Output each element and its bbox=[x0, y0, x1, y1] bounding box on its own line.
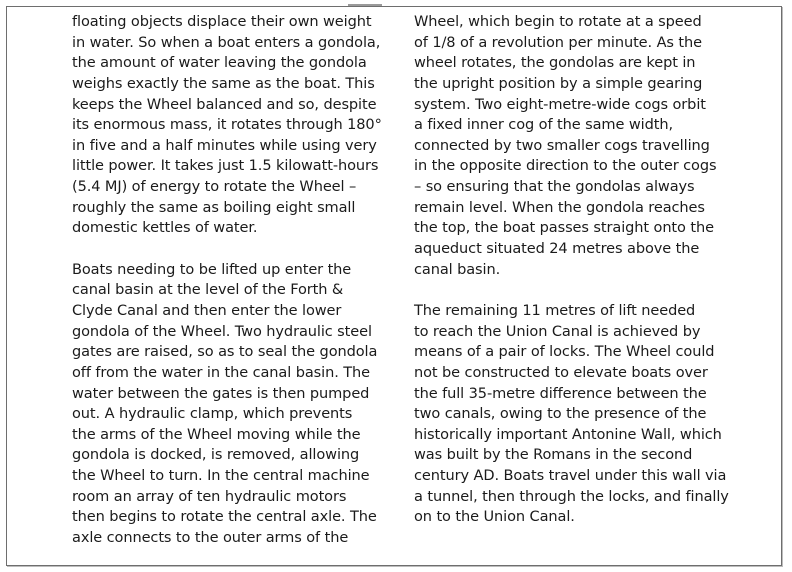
text-line: The remaining 11 metres of lift needed bbox=[414, 301, 696, 319]
right-paragraph-1 bbox=[414, 12, 754, 280]
text-line: the Wheel to turn. In the central machine bbox=[72, 467, 370, 485]
text-line: gondola of the Wheel. Two hydraulic steel bbox=[72, 322, 372, 340]
text-line: weighs exactly the same as the boat. This bbox=[72, 74, 375, 92]
paragraph-gap bbox=[414, 280, 754, 301]
right-paragraph-2 bbox=[414, 301, 754, 528]
text-line: roughly the same as boiling eight small bbox=[72, 198, 356, 216]
text-line: water between the gates is then pumped bbox=[72, 384, 370, 402]
text-line: in five and a half minutes while using very bbox=[72, 136, 377, 154]
text-line: remain level. When the gondola reaches bbox=[414, 198, 705, 216]
text-line: keeps the Wheel balanced and so, despite bbox=[72, 95, 377, 113]
text-line: the top, the boat passes straight onto the bbox=[414, 219, 714, 237]
text-line: (5.4 MJ) of energy to rotate the Wheel – bbox=[72, 178, 357, 196]
right-column bbox=[414, 12, 754, 528]
text-line: Boats needing to be lifted up enter the bbox=[72, 260, 352, 278]
text-line: gondola is docked, is removed, allowing bbox=[72, 446, 360, 464]
text-line: historically important Antonine Wall, which bbox=[414, 425, 722, 443]
text-line: Clyde Canal and then enter the lower bbox=[72, 301, 342, 319]
paragraph-gap bbox=[72, 239, 406, 260]
text-line: means of a pair of locks. The Wheel could bbox=[414, 343, 715, 361]
text-line: – so ensuring that the gondolas always bbox=[414, 178, 695, 196]
text-line: then begins to rotate the central axle. The bbox=[72, 508, 377, 526]
text-line: gates are raised, so as to seal the gondola bbox=[72, 343, 378, 361]
text-line: canal basin at the level of the Forth & bbox=[72, 281, 344, 299]
text-line: out. A hydraulic clamp, which prevents bbox=[72, 405, 353, 423]
text-line: room an array of ten hydraulic motors bbox=[72, 487, 347, 505]
text-line: a tunnel, then through the locks, and finally bbox=[414, 487, 729, 505]
text-line: axle connects to the outer arms of the bbox=[72, 529, 349, 547]
text-line: a fixed inner cog of the same width, bbox=[414, 116, 673, 134]
text-line: connected by two smaller cogs travelling bbox=[414, 136, 710, 154]
text-line: on to the Union Canal. bbox=[414, 508, 575, 526]
text-line: floating objects displace their own weight bbox=[72, 13, 372, 30]
text-line: system. Two eight-metre-wide cogs orbit bbox=[414, 95, 706, 113]
text-line: the amount of water leaving the gondola bbox=[72, 54, 367, 72]
text-line: the upright position by a simple gearing bbox=[414, 74, 703, 92]
text-line: in water. So when a boat enters a gondola, bbox=[72, 33, 381, 51]
left-column bbox=[72, 12, 406, 549]
text-line: little power. It takes just 1.5 kilowatt-hours bbox=[72, 157, 379, 175]
text-line: century AD. Boats travel under this wall via bbox=[414, 467, 727, 485]
left-paragraph-1 bbox=[72, 12, 406, 239]
text-line: to reach the Union Canal is achieved by bbox=[414, 322, 701, 340]
text-line: aqueduct situated 24 metres above the bbox=[414, 240, 700, 258]
text-line: off from the water in the canal basin. The bbox=[72, 363, 370, 381]
text-line: its enormous mass, it rotates through 180° bbox=[72, 116, 382, 134]
left-paragraph-2 bbox=[72, 260, 406, 549]
text-line: Wheel, which begin to rotate at a speed bbox=[414, 13, 702, 30]
text-line: canal basin. bbox=[414, 260, 501, 278]
text-line: the full 35-metre difference between the bbox=[414, 384, 707, 402]
text-line: of 1/8 of a revolution per minute. As the bbox=[414, 33, 703, 51]
text-line: the arms of the Wheel moving while the bbox=[72, 425, 361, 443]
text-line: was built by the Romans in the second bbox=[414, 446, 693, 464]
text-line: in the opposite direction to the outer cogs bbox=[414, 157, 717, 175]
text-line: two canals, owing to the presence of the bbox=[414, 405, 707, 423]
text-line: not be constructed to elevate boats over bbox=[414, 363, 708, 381]
text-line: domestic kettles of water. bbox=[72, 219, 258, 237]
text-line: wheel rotates, the gondolas are kept in bbox=[414, 54, 696, 72]
